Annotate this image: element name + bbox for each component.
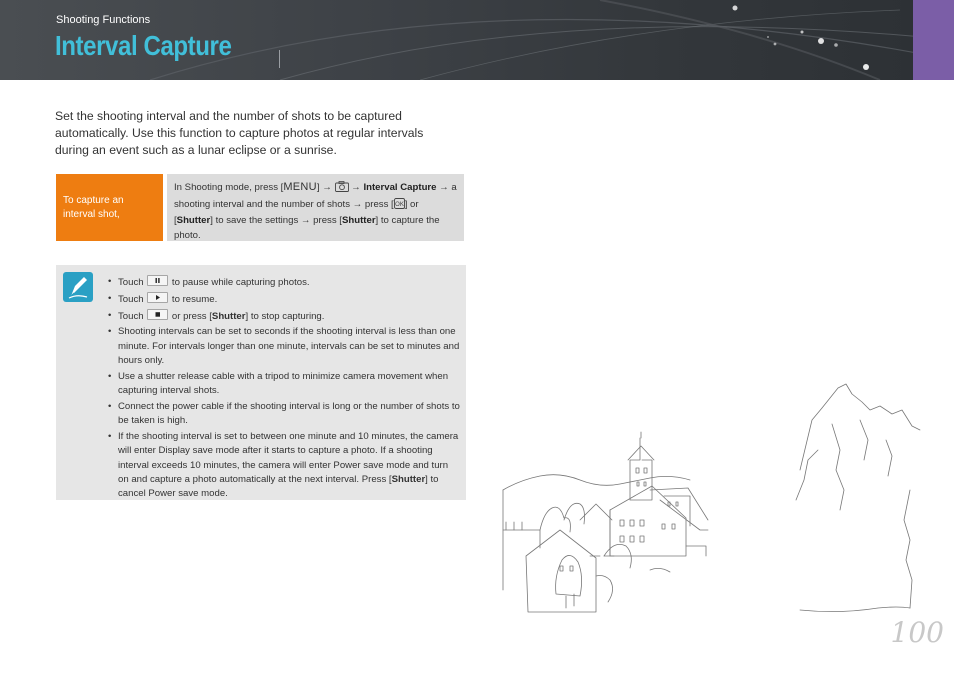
menu-button-label: MENU bbox=[283, 181, 317, 193]
note-item: • Connect the power cable if the shooting interval is long or the number of shots to be taken is high. bbox=[108, 400, 460, 429]
page-header bbox=[0, 0, 954, 80]
note-pencil-icon bbox=[63, 272, 93, 302]
camera-mode-icon bbox=[335, 181, 349, 198]
svg-text:OK: OK bbox=[394, 201, 404, 208]
ok-button-icon bbox=[394, 198, 405, 215]
procedure-steps: In Shooting mode, press [MENU] → → Interval Capture → a shooting interval and the number of shots → press [ OK ] or [Shutter] to save the settings → press [Shutter] to capture the photo. bbox=[167, 174, 464, 241]
note-item: • Touch to resume. bbox=[108, 292, 460, 307]
intro-paragraph: Set the shooting interval and the number of shots to be captured automatically. Use this function to capture photos at regular intervals during an event such as a lunar eclipse or a sunrise. bbox=[55, 109, 424, 157]
stop-icon bbox=[147, 309, 168, 320]
menu-item-interval-capture: Interval Capture bbox=[363, 182, 437, 193]
notes-box bbox=[56, 265, 466, 500]
pause-icon bbox=[147, 275, 168, 286]
note-item: • If the shooting interval is set to between one minute and 10 minutes, the camera will enter Display save mode after it starts to capture a photo. If a shooting interval exceeds 10 minutes, the camera will enter Power save mode and turn on and capture a photo automatically at the next interval. Press [Shutter] to cancel Power save mode. bbox=[108, 430, 460, 501]
chapter-tab[interactable] bbox=[913, 0, 954, 80]
note-item: • Use a shutter release cable with a tripod to minimize camera movement when capturing interval shots. bbox=[108, 370, 460, 399]
title-divider bbox=[279, 50, 280, 68]
page-number: 100 bbox=[890, 616, 944, 649]
page-title: Interval Capture bbox=[55, 30, 232, 61]
play-icon bbox=[147, 292, 168, 303]
note-item: • Shooting intervals can be set to seconds if the shooting interval is less than one minute. For intervals longer than one minute, intervals can be set to minutes and hours only. bbox=[108, 325, 460, 368]
procedure-label: To capture an interval shot, bbox=[56, 174, 163, 241]
section-label: Shooting Functions bbox=[56, 14, 151, 26]
note-list bbox=[108, 275, 460, 503]
mountain-village-illustration bbox=[500, 380, 950, 620]
note-item: • Touch to pause while capturing photos. bbox=[108, 275, 460, 290]
note-item: • Touch or press [Shutter] to stop capturing. bbox=[108, 309, 460, 324]
